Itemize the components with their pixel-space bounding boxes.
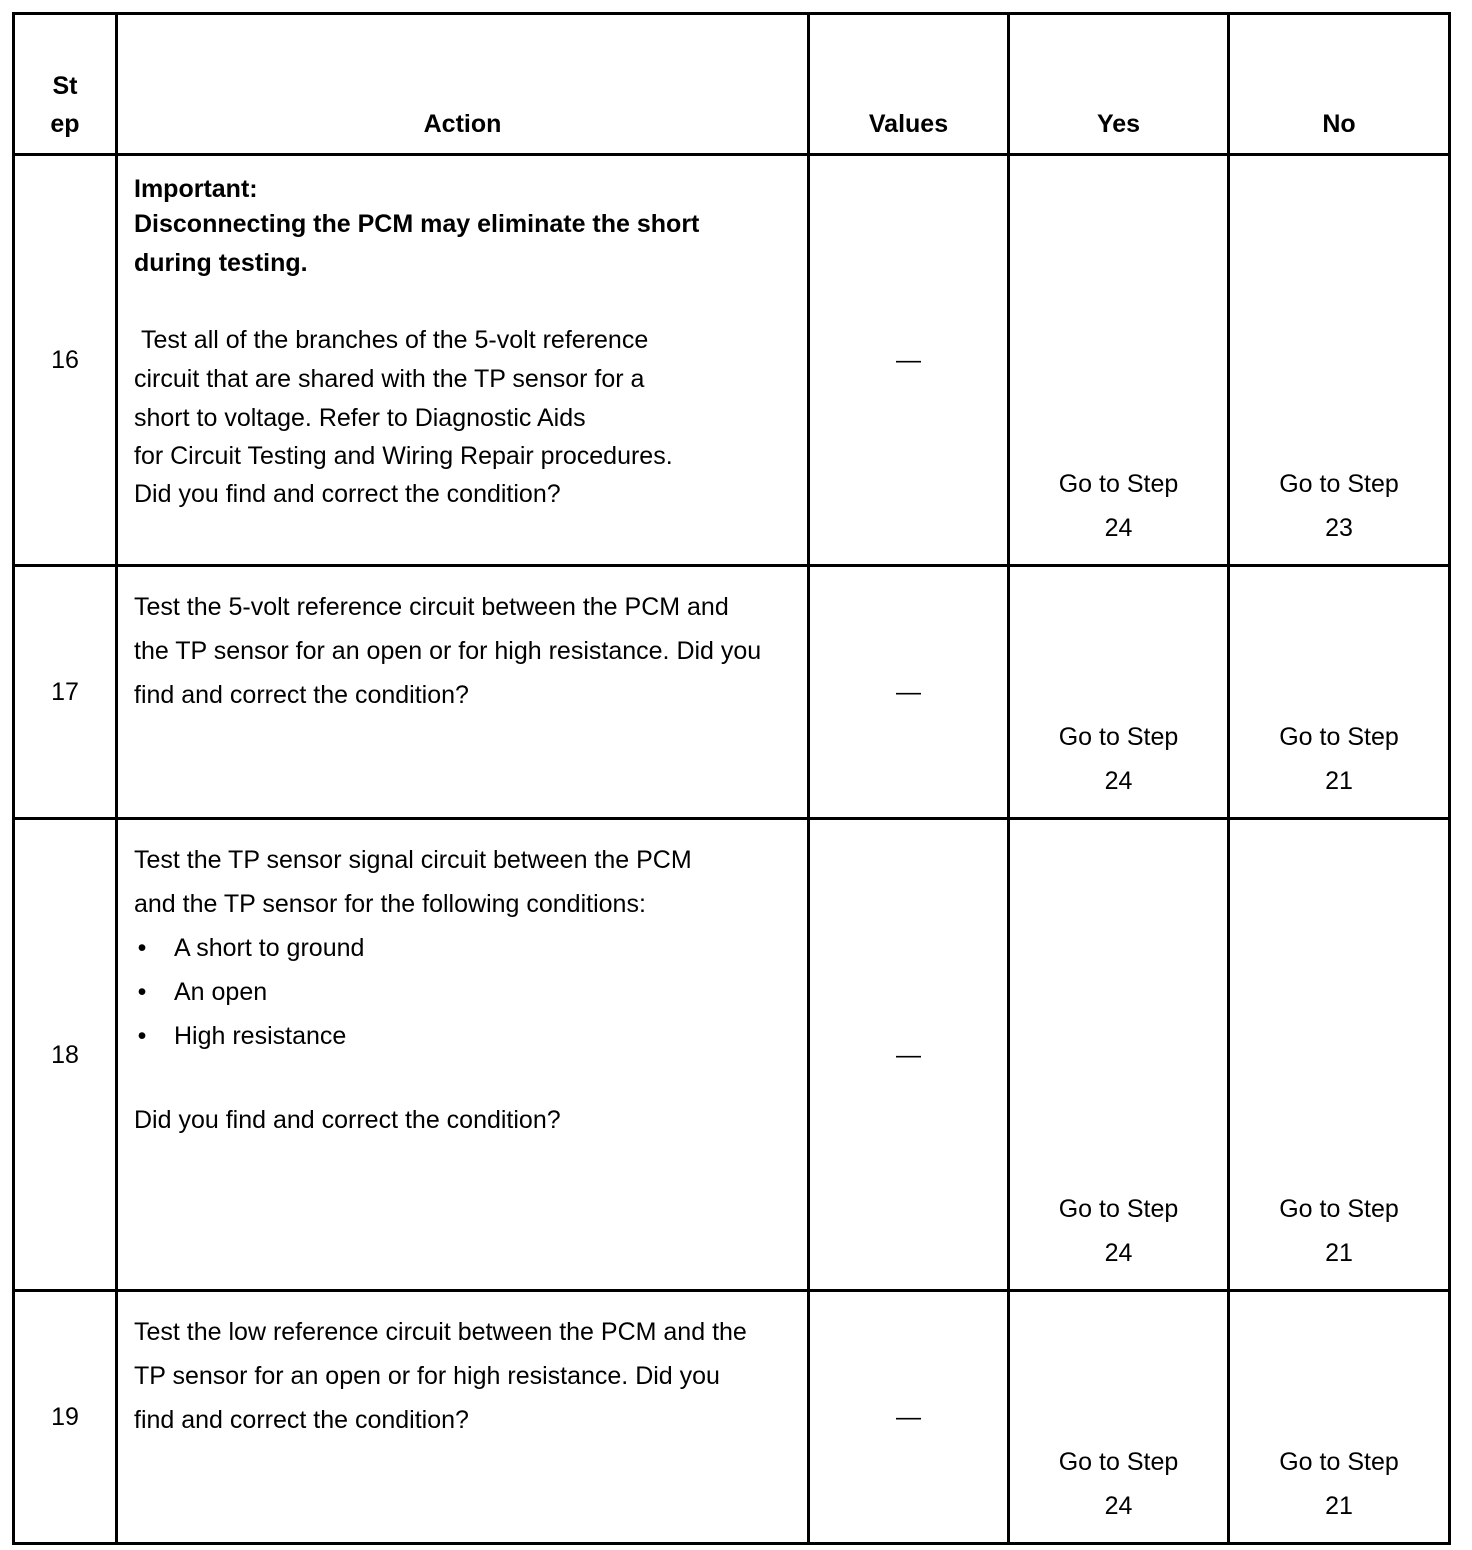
header-row: [14, 14, 1450, 155]
action-line: Test all of the branches of the 5-volt reference: [141, 326, 649, 354]
important-label: Important:: [134, 175, 258, 203]
header-yes: Yes: [1009, 14, 1229, 155]
table-row-18: [14, 819, 1450, 1291]
list-item: • High resistance: [137, 1022, 347, 1050]
action-line: Did you find and correct the condition?: [134, 480, 561, 508]
step-number: 17: [14, 566, 117, 819]
values-cell: —: [809, 1291, 1009, 1544]
action-cell: Test the low reference circuit between the PCM and the TP sensor for an open or for high resistance. Did you find and correct the condition?: [117, 1291, 809, 1544]
action-cell: [117, 155, 809, 566]
no-cell: Go to Step 21: [1229, 566, 1450, 819]
no-cell: Go to Step 21: [1229, 1291, 1450, 1544]
header-action: Action: [117, 14, 809, 155]
yes-cell: Go to Step 24: [1009, 155, 1229, 566]
action-line: circuit that are shared with the TP sensor for a: [134, 365, 645, 393]
header-values: Values: [809, 14, 1009, 155]
yes-cell: Go to Step 24: [1009, 819, 1229, 1291]
no-cell: Go to Step 23: [1229, 155, 1450, 566]
important-text: Disconnecting the PCM may eliminate the short during testing.: [134, 210, 700, 277]
header-step: St ep: [14, 14, 117, 155]
action-line: short to voltage. Refer to Diagnostic Aids: [134, 404, 586, 432]
step-number: 18: [14, 819, 117, 1291]
values-cell: —: [809, 155, 1009, 566]
values-cell: —: [809, 819, 1009, 1291]
action-intro: Test the TP sensor signal circuit between the PCM and the TP sensor for the following conditions:: [134, 846, 692, 918]
table-row-16: [14, 155, 1450, 566]
list-item: • A short to ground: [137, 934, 365, 962]
header-no: No: [1229, 14, 1450, 155]
yes-cell: Go to Step 24: [1009, 566, 1229, 819]
table-row-19: [14, 1291, 1450, 1544]
yes-cell: Go to Step 24: [1009, 1291, 1229, 1544]
step-number: 19: [14, 1291, 117, 1544]
no-cell: Go to Step 21: [1229, 819, 1450, 1291]
action-cell: Test the 5-volt reference circuit between the PCM and the TP sensor for an open or for high resistance. Did you find and correct the condition?: [117, 566, 809, 819]
table-row-17: [14, 566, 1450, 819]
list-item: • An open: [137, 978, 268, 1006]
step-number: 16: [14, 155, 117, 566]
action-line: for Circuit Testing and Wiring Repair procedures.: [134, 442, 673, 470]
diagnostic-table: [12, 12, 1451, 1545]
action-question: Did you find and correct the condition?: [134, 1106, 561, 1134]
condition-list: [134, 926, 707, 1058]
values-cell: —: [809, 566, 1009, 819]
action-cell: [117, 819, 809, 1291]
